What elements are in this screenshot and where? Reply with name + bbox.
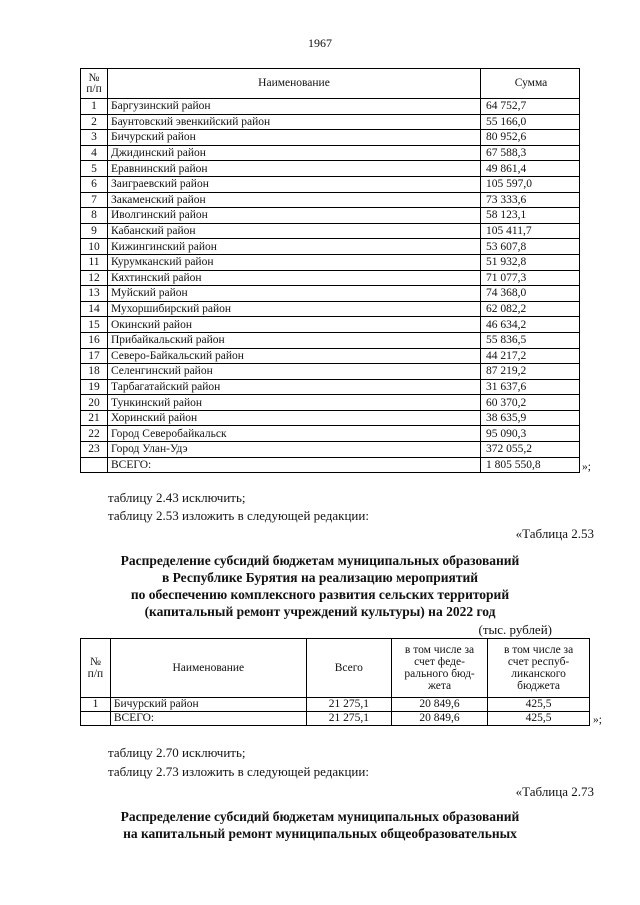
heading-253-line: Распределение субсидий бюджетам муниципальных образований bbox=[120, 553, 520, 568]
heading-273-line: Распределение субсидий бюджетам муниципальных образований bbox=[120, 809, 520, 824]
row-name: Селенгинский район bbox=[108, 364, 481, 380]
row-num: 12 bbox=[81, 270, 108, 286]
row-name: Тарбагатайский район bbox=[108, 379, 481, 395]
total-label: ВСЕГО: bbox=[108, 457, 481, 473]
table-header-row bbox=[81, 69, 580, 99]
row-name: Город Северобайкальск bbox=[108, 426, 481, 442]
table-row bbox=[81, 239, 580, 255]
row-sum: 95 090,3 bbox=[481, 426, 580, 442]
row-sum: 62 082,2 bbox=[481, 301, 580, 317]
row-sum: 71 077,3 bbox=[481, 270, 580, 286]
row-sum: 105 411,7 bbox=[481, 223, 580, 239]
table-row bbox=[81, 161, 580, 177]
total-total: 21 275,1 bbox=[306, 712, 391, 726]
row-sum: 74 368,0 bbox=[481, 286, 580, 302]
row-name: Еравнинский район bbox=[108, 161, 481, 177]
row-total: 21 275,1 bbox=[306, 698, 391, 712]
row-name: Иволгинский район bbox=[108, 208, 481, 224]
total-row bbox=[81, 457, 580, 473]
row-num: 20 bbox=[81, 395, 108, 411]
row-num: 8 bbox=[81, 208, 108, 224]
header-name: Наименование bbox=[108, 69, 481, 99]
row-sum: 64 752,7 bbox=[481, 99, 580, 115]
table-row bbox=[81, 364, 580, 380]
table-row bbox=[81, 208, 580, 224]
row-name: Город Улан-Удэ bbox=[108, 442, 481, 458]
row-name: Кижингинский район bbox=[108, 239, 481, 255]
row-num: 13 bbox=[81, 286, 108, 302]
row-name: Закаменский район bbox=[108, 192, 481, 208]
row-sum: 44 217,2 bbox=[481, 348, 580, 364]
table-row bbox=[81, 317, 580, 333]
row-sum: 67 588,3 bbox=[481, 145, 580, 161]
row-name: Бичурский район bbox=[108, 130, 481, 146]
total-federal: 20 849,6 bbox=[391, 712, 487, 726]
row-name: Мухоршибирский район bbox=[108, 301, 481, 317]
row-sum: 80 952,6 bbox=[481, 130, 580, 146]
table-row bbox=[81, 379, 580, 395]
quote-close-1: »; bbox=[582, 461, 591, 473]
table-row bbox=[81, 426, 580, 442]
culture-subsidy-table bbox=[80, 638, 590, 726]
row-num: 14 bbox=[81, 301, 108, 317]
row-name: Баунтовский эвенкийский район bbox=[108, 114, 481, 130]
heading-253-line: (капитальный ремонт учреждений культуры) на 2022 год bbox=[144, 604, 496, 619]
row-num: 19 bbox=[81, 379, 108, 395]
total-label: ВСЕГО: bbox=[110, 712, 306, 726]
row-num: 23 bbox=[81, 442, 108, 458]
row-num: 1 bbox=[81, 698, 111, 712]
row-sum: 51 932,8 bbox=[481, 254, 580, 270]
row-name: Кяхтинский район bbox=[108, 270, 481, 286]
paragraph-edit-273: таблицу 2.73 изложить в следующей редакции: bbox=[108, 764, 369, 779]
table-row bbox=[81, 130, 580, 146]
regional-sums-table bbox=[80, 68, 580, 473]
row-num: 1 bbox=[81, 99, 108, 115]
row-sum: 105 597,0 bbox=[481, 176, 580, 192]
row-num: 10 bbox=[81, 239, 108, 255]
row-name: Джидинский район bbox=[108, 145, 481, 161]
row-num: 3 bbox=[81, 130, 108, 146]
table-ref-273: «Таблица 2.73 bbox=[515, 784, 594, 799]
header-federal: в том числе за счет феде- рального бюд- жета bbox=[391, 639, 487, 698]
paragraph-exclude-243: таблицу 2.43 исключить; bbox=[108, 490, 246, 505]
table-row bbox=[81, 145, 580, 161]
page-number: 1967 bbox=[308, 36, 332, 50]
row-name: Хоринский район bbox=[108, 410, 481, 426]
row-name: Муйский район bbox=[108, 286, 481, 302]
total-row bbox=[81, 712, 590, 726]
table-row bbox=[81, 332, 580, 348]
row-sum: 49 861,4 bbox=[481, 161, 580, 177]
total-num bbox=[81, 457, 108, 473]
row-num: 18 bbox=[81, 364, 108, 380]
row-sum: 31 637,6 bbox=[481, 379, 580, 395]
quote-close-2: »; bbox=[593, 714, 602, 726]
header-sum: Сумма bbox=[481, 69, 580, 99]
row-num: 5 bbox=[81, 161, 108, 177]
row-num: 9 bbox=[81, 223, 108, 239]
row-name: Бичурский район bbox=[110, 698, 306, 712]
table-row bbox=[81, 442, 580, 458]
row-sum: 73 333,6 bbox=[481, 192, 580, 208]
row-sum: 58 123,1 bbox=[481, 208, 580, 224]
row-name: Прибайкальский район bbox=[108, 332, 481, 348]
header-num: № п/п bbox=[81, 69, 108, 99]
table-row bbox=[81, 395, 580, 411]
header-republic: в том числе за счет респуб- ликанского бюджета bbox=[488, 639, 590, 698]
row-num: 7 bbox=[81, 192, 108, 208]
table-row bbox=[81, 698, 590, 712]
row-name: Тункинский район bbox=[108, 395, 481, 411]
total-sum: 1 805 550,8 bbox=[481, 457, 580, 473]
heading-273 bbox=[0, 808, 640, 842]
table-row bbox=[81, 99, 580, 115]
row-sum: 38 635,9 bbox=[481, 410, 580, 426]
row-sum: 87 219,2 bbox=[481, 364, 580, 380]
heading-273-line: на капитальный ремонт муниципальных общеобразовательных bbox=[123, 826, 517, 841]
table-row bbox=[81, 348, 580, 364]
row-num: 17 bbox=[81, 348, 108, 364]
row-sum: 55 836,5 bbox=[481, 332, 580, 348]
row-num: 2 bbox=[81, 114, 108, 130]
row-num: 16 bbox=[81, 332, 108, 348]
heading-253 bbox=[0, 552, 640, 620]
table-row bbox=[81, 286, 580, 302]
row-name: Кабанский район bbox=[108, 223, 481, 239]
header-num: № п/п bbox=[81, 639, 111, 698]
row-name: Заиграевский район bbox=[108, 176, 481, 192]
table-row bbox=[81, 223, 580, 239]
row-name: Курумканский район bbox=[108, 254, 481, 270]
total-republic: 425,5 bbox=[488, 712, 590, 726]
heading-253-line: по обеспечению комплексного развития сельских территорий bbox=[130, 587, 510, 602]
header-name: Наименование bbox=[110, 639, 306, 698]
row-republic: 425,5 bbox=[488, 698, 590, 712]
table-row bbox=[81, 114, 580, 130]
header-total: Всего bbox=[306, 639, 391, 698]
table-row bbox=[81, 176, 580, 192]
paragraph-exclude-270: таблицу 2.70 исключить; bbox=[108, 745, 246, 760]
table-row bbox=[81, 192, 580, 208]
table-header-row bbox=[81, 639, 590, 698]
row-federal: 20 849,6 bbox=[391, 698, 487, 712]
row-name: Северо-Байкальский район bbox=[108, 348, 481, 364]
heading-253-line: в Республике Бурятия на реализацию мероприятий bbox=[161, 570, 479, 585]
row-num: 15 bbox=[81, 317, 108, 333]
row-name: Окинский район bbox=[108, 317, 481, 333]
row-sum: 46 634,2 bbox=[481, 317, 580, 333]
row-num: 21 bbox=[81, 410, 108, 426]
row-num: 11 bbox=[81, 254, 108, 270]
row-num: 6 bbox=[81, 176, 108, 192]
paragraph-edit-253: таблицу 2.53 изложить в следующей редакции: bbox=[108, 508, 369, 523]
table-ref-253: «Таблица 2.53 bbox=[515, 526, 594, 541]
table-row bbox=[81, 301, 580, 317]
row-num: 22 bbox=[81, 426, 108, 442]
row-sum: 53 607,8 bbox=[481, 239, 580, 255]
total-num bbox=[81, 712, 111, 726]
table-row bbox=[81, 270, 580, 286]
row-sum: 372 055,2 bbox=[481, 442, 580, 458]
table-row bbox=[81, 410, 580, 426]
unit-label: (тыс. рублей) bbox=[478, 622, 552, 637]
row-num: 4 bbox=[81, 145, 108, 161]
row-name: Баргузинский район bbox=[108, 99, 481, 115]
table-row bbox=[81, 254, 580, 270]
row-sum: 55 166,0 bbox=[481, 114, 580, 130]
row-sum: 60 370,2 bbox=[481, 395, 580, 411]
